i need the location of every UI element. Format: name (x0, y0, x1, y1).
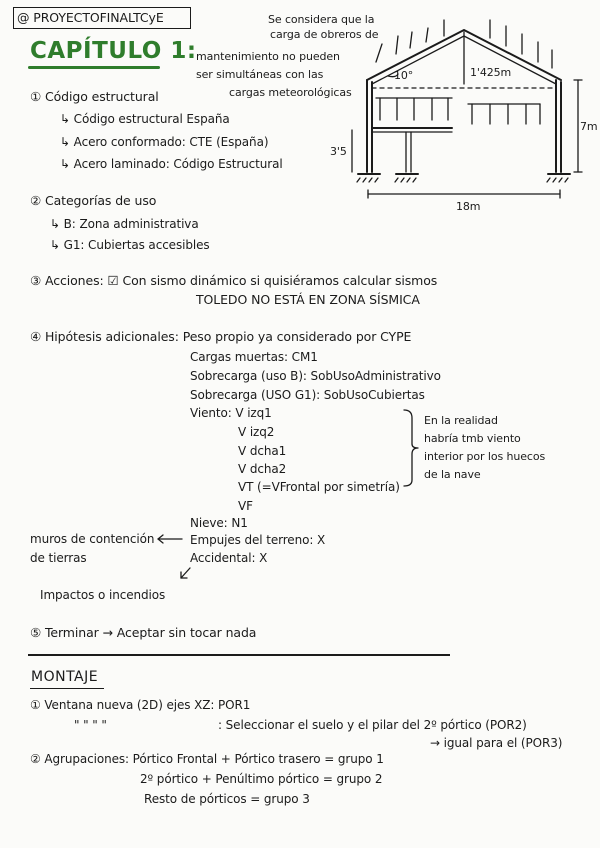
s3-line-2: TOLEDO NO ESTÁ EN ZONA SÍSMICA (196, 292, 420, 307)
s4-wind-1: V izq2 (238, 425, 275, 439)
portal-frame-diagram (0, 0, 600, 220)
s4-wind-label: Viento: V izq1 (190, 406, 272, 420)
load-note-line-2: carga de obreros de (270, 28, 379, 41)
montaje-line-2: : Seleccionar el suelo y el pilar del 2º pórtico (POR2) (218, 718, 527, 732)
angle-label: 10° (394, 69, 414, 82)
s1-item-3: ↳ Acero laminado: Código Estructural (60, 157, 283, 171)
s4-accidental: Accidental: X (190, 551, 268, 565)
s4-wind-4: VT (=VFrontal por simetría) (238, 480, 400, 494)
s3-line-1: ③ Acciones: ☑ Con sismo dinámico si quisiéramos calcular sismos (30, 273, 438, 288)
s4-snow: Nieve: N1 (190, 516, 248, 530)
s4-impacts: Impactos o incendios (40, 588, 166, 602)
height-total-label: 7m (580, 120, 598, 133)
wind-note-3: interior por los huecos (424, 450, 546, 463)
s2-title: ② Categorías de uso (30, 193, 157, 208)
s5-text: ⑤ Terminar → Aceptar sin tocar nada (30, 625, 257, 640)
s4-line-1: Cargas muertas: CM1 (190, 350, 318, 364)
montaje-line-2b: → igual para el (POR3) (430, 736, 563, 750)
s4-wind-3: V dcha2 (238, 462, 287, 476)
height-floor-label: 3'5 (330, 145, 347, 158)
montaje-underline (30, 688, 104, 689)
s4-soil-left-1: muros de contención (30, 532, 155, 546)
down-left-arrow (178, 566, 194, 582)
s4-line-2: Sobrecarga (uso B): SobUsoAdministrativo (190, 369, 441, 383)
s4-line-3: Sobrecarga (USO G1): SobUsoCubiertas (190, 388, 425, 402)
wind-note-4: de la nave (424, 468, 481, 481)
s1-title: ① Código estructural (30, 89, 159, 104)
header-title: @ PROYECTOFINALTCyE (17, 10, 164, 25)
wind-note-2: habría tmb viento (424, 432, 521, 445)
span-label: 18m (456, 200, 481, 213)
s1-item-2: ↳ Acero conformado: CTE (España) (60, 135, 269, 149)
wind-note-1: En la realidad (424, 414, 498, 427)
s2-item-2: ↳ G1: Cubiertas accesibles (50, 238, 210, 252)
montaje-line-3: ② Agrupaciones: Pórtico Frontal + Pórtico trasero = grupo 1 (30, 752, 384, 766)
wind-bracket (402, 408, 422, 488)
s4-title: ④ Hipótesis adicionales: Peso propio ya considerado por CYPE (30, 329, 412, 344)
s4-wind-2: V dcha1 (238, 444, 287, 458)
chapter-title: CAPÍTULO 1: (30, 38, 197, 64)
height-1425: 1'425m (470, 66, 512, 79)
section-separator (28, 654, 450, 656)
load-note-line-1: Se considera que la (268, 13, 375, 26)
montaje-line-1: ① Ventana nueva (2D) ejes XZ: POR1 (30, 698, 251, 712)
load-note-line-5: cargas meteorológicas (229, 86, 352, 99)
s1-item-1: ↳ Código estructural España (60, 112, 230, 126)
left-arrow (156, 534, 186, 544)
load-note-line-3: mantenimiento no pueden (196, 50, 340, 63)
montaje-line-5: Resto de pórticos = grupo 3 (144, 792, 310, 806)
s4-wind-5: VF (238, 499, 253, 513)
montaje-ditto: " " " " (74, 718, 107, 732)
s4-soil-left-2: de tierras (30, 551, 87, 565)
s4-soil: Empujes del terreno: X (190, 533, 326, 547)
montaje-title: MONTAJE (31, 669, 99, 685)
montaje-line-4: 2º pórtico + Penúltimo pórtico = grupo 2 (140, 772, 383, 786)
s2-item-1: ↳ B: Zona administrativa (50, 217, 199, 231)
load-note-line-4: ser simultáneas con las (196, 68, 324, 81)
